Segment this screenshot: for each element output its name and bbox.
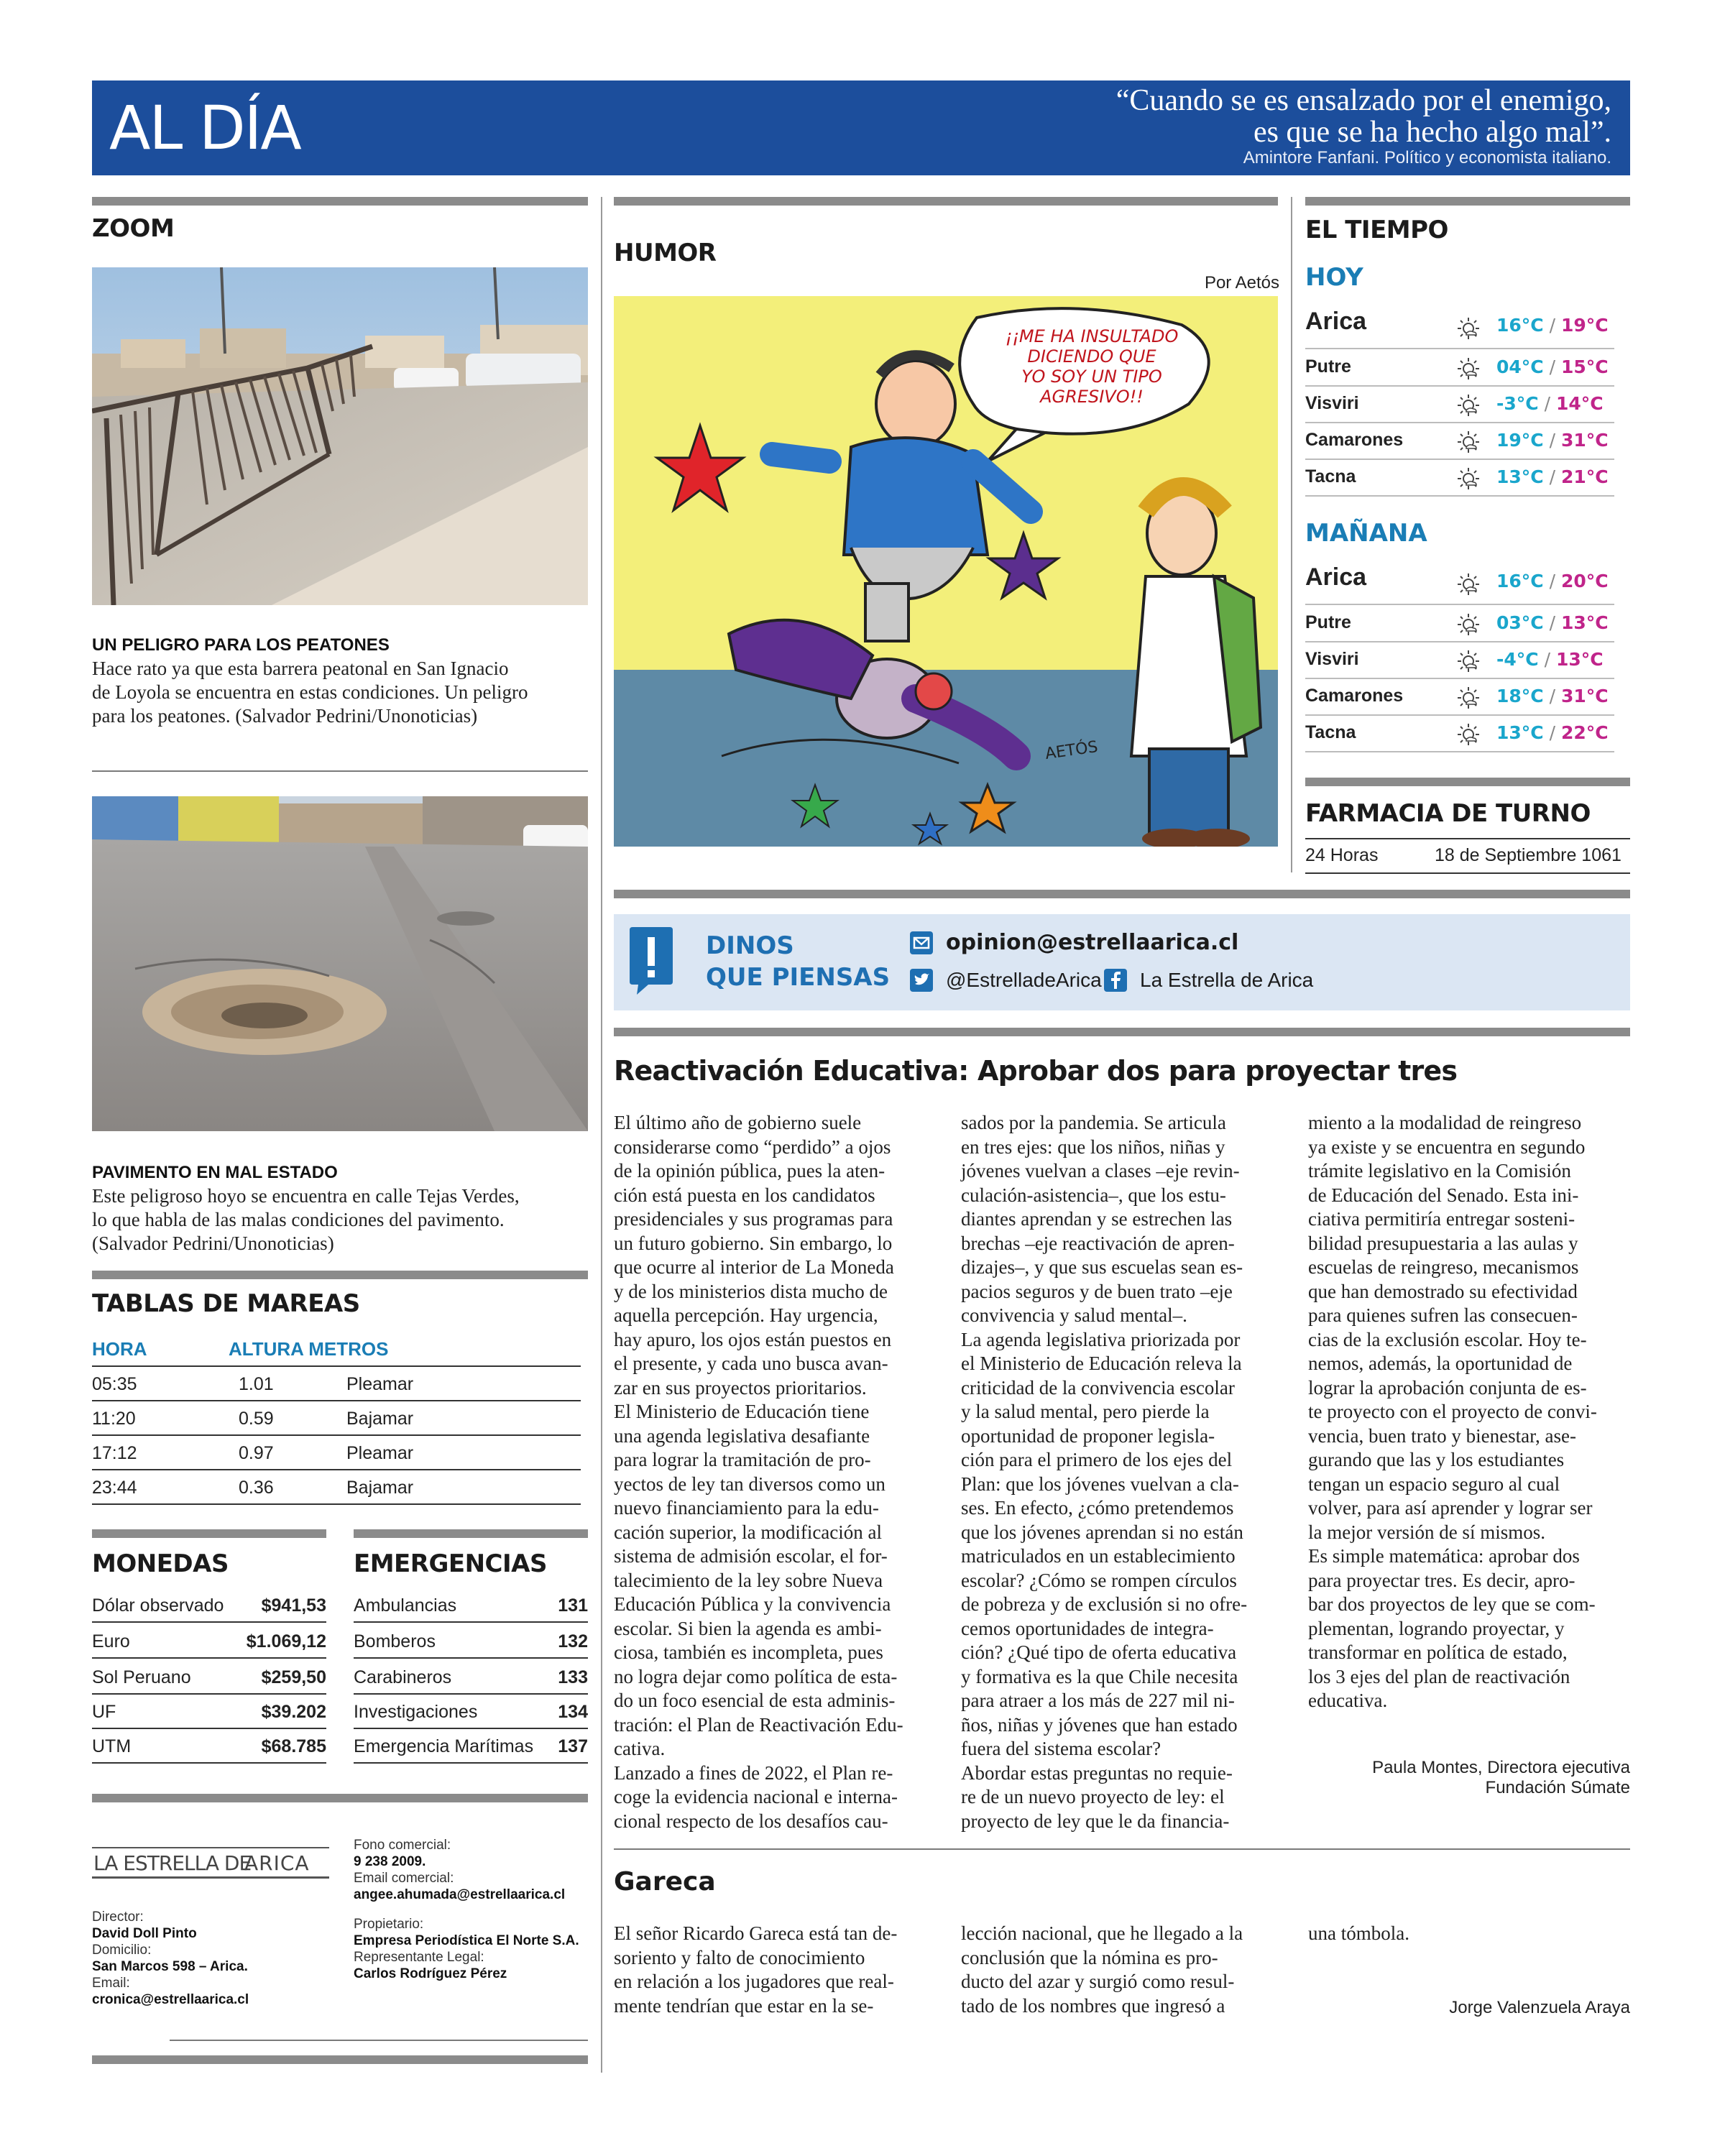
currency-row xyxy=(92,1660,326,1695)
article-line: escolar. Si bien la agenda es ambi- xyxy=(614,1617,882,1639)
currency-name: UTM xyxy=(92,1736,132,1756)
divider xyxy=(614,1028,1630,1036)
weather-city: Putre xyxy=(1305,612,1351,632)
weather-row xyxy=(1305,351,1614,387)
article-line: ses. En efecto, ¿cómo pretendemos xyxy=(961,1497,1234,1519)
article-line: El señor Ricardo Gareca está tan de- xyxy=(614,1922,898,1944)
partly-sunny-icon xyxy=(1456,612,1481,637)
article-line: brechas –eje reactivación de apren- xyxy=(961,1232,1235,1254)
temp-high: 21°C xyxy=(1560,466,1609,487)
bubble-line: DICIENDO QUE xyxy=(1027,346,1156,367)
emergency-number: 133 xyxy=(558,1667,588,1687)
article-line: una agenda legislativa desafiante xyxy=(614,1424,870,1447)
weather-temps: 13°C / 22°C xyxy=(1496,722,1609,743)
temp-high: 22°C xyxy=(1560,722,1609,743)
section-title: AL DÍA xyxy=(109,93,300,163)
temp-low: 13°C xyxy=(1496,466,1544,487)
article-line: ciosa, también es incompleta, pues xyxy=(614,1641,883,1663)
article-line: coge la evidencia nacional e interna- xyxy=(614,1786,898,1807)
signature-line: Paula Montes, Directora ejecutiva xyxy=(1372,1758,1630,1777)
article-line: ños, niñas y jóvenes que han estado xyxy=(961,1713,1238,1736)
article-line: ciativa permitiría entregar sosteni- xyxy=(1308,1208,1576,1230)
bubble-line: AGRESIVO!! xyxy=(1040,387,1144,407)
tide-time: 17:12 xyxy=(92,1443,137,1463)
emergency-row xyxy=(354,1660,588,1695)
photo-caption-title: UN PELIGRO PARA LOS PEATONES xyxy=(92,635,390,655)
caption-line: (Salvador Pedrini/Unonoticias) xyxy=(92,1233,334,1254)
article-line: de pobreza y de exclusión si no ofre- xyxy=(961,1593,1248,1615)
article-line: no logra dejar como política de esta- xyxy=(614,1665,898,1687)
photo-caption xyxy=(92,1184,595,1256)
legal-rep: Carlos Rodríguez Pérez xyxy=(354,1966,507,1981)
tide-height: 1.01 xyxy=(239,1374,274,1394)
pharmacy-hours: 24 Horas xyxy=(1305,845,1379,865)
article-line: tado de los nombres que ingresó a xyxy=(961,1994,1225,2017)
temp-low: -4°C xyxy=(1496,649,1539,670)
article-line: dizajes–, y que sus escuelas sean es- xyxy=(961,1256,1243,1278)
article-line: Abordar estas preguntas no requie- xyxy=(961,1761,1233,1784)
weather-today-label: HOY xyxy=(1305,263,1363,292)
currency-value: $259,50 xyxy=(261,1667,326,1687)
emergency-number: 131 xyxy=(558,1595,588,1616)
article-line: yectos de ley tan diversos como un xyxy=(614,1473,886,1495)
tide-height: 0.59 xyxy=(239,1409,274,1429)
weather-row xyxy=(1305,643,1614,679)
article-line: el presente, y cada uno busca avan- xyxy=(614,1353,888,1374)
temp-high: 14°C xyxy=(1555,393,1604,414)
currency-name: Dólar observado xyxy=(92,1595,224,1616)
article-column xyxy=(1308,1111,1639,1713)
article-line: lograr la aprobación conjunta de es- xyxy=(1308,1376,1587,1399)
divider xyxy=(170,2040,588,2041)
article-line: para lograr la tramitación de pro- xyxy=(614,1449,871,1470)
article-line: que ocurre al interior de La Moneda xyxy=(614,1256,894,1278)
temp-low: 16°C xyxy=(1496,571,1544,591)
currency-title: MONEDAS xyxy=(92,1549,229,1578)
contact-heading xyxy=(706,930,890,993)
emergency-name: Emergencia Marítimas xyxy=(354,1736,534,1756)
tide-type: Pleamar xyxy=(346,1374,414,1394)
contact-heading-line: DINOS xyxy=(706,931,794,960)
article-line: bar dos proyectos de ley que se com- xyxy=(1308,1593,1596,1615)
article-title: Reactivación Educativa: Aprobar dos para proyectar tres xyxy=(614,1055,1458,1087)
article-line: Plan: que los jóvenes vuelvan a cla- xyxy=(961,1473,1239,1495)
weather-temps: 18°C / 31°C xyxy=(1496,686,1609,706)
weather-row xyxy=(1305,424,1614,460)
article-line: oportunidad de proponer legisla- xyxy=(961,1424,1215,1447)
twitter-icon xyxy=(910,969,933,992)
article-column xyxy=(961,1922,1292,2018)
weather-temps: 04°C / 15°C xyxy=(1496,356,1609,377)
article-line: presidenciales y sus programas para xyxy=(614,1208,893,1230)
article-line: el Ministerio de Educación releva la xyxy=(961,1353,1242,1374)
article-line: pacios seguros y de buen trato –eje xyxy=(961,1280,1233,1302)
article-line: nuevo financiamiento para la edu- xyxy=(614,1497,879,1519)
temp-low: 13°C xyxy=(1496,722,1544,743)
quote-line: es que se ha hecho algo mal”. xyxy=(1254,116,1611,149)
emergency-name: Bomberos xyxy=(354,1631,436,1651)
currency-name: Sol Peruano xyxy=(92,1667,191,1687)
zoom-title: ZOOM xyxy=(92,214,175,243)
article-line: re de un nuevo proyecto de ley: el xyxy=(961,1786,1225,1807)
article-line: cias de la exclusión escolar. Hoy te- xyxy=(1308,1328,1587,1350)
tides-col-hour: HORA xyxy=(92,1338,147,1360)
label: Fono comercial: xyxy=(354,1838,451,1853)
caption-line: de Loyola se encuentra en estas condiciones. Un peligro xyxy=(92,681,528,703)
partly-sunny-icon xyxy=(1456,466,1481,491)
emergency-number: 137 xyxy=(558,1736,588,1756)
article-line: lección nacional, que he llegado a la xyxy=(961,1922,1243,1944)
temp-low: 16°C xyxy=(1496,315,1544,336)
article-line: nemos, además, la oportunidad de xyxy=(1308,1353,1573,1374)
article-line: sados por la pandemia. Se articula xyxy=(961,1112,1226,1133)
partly-sunny-icon xyxy=(1456,649,1481,673)
divider xyxy=(1305,778,1630,786)
article-line: jóvenes vuelvan a clases –eje revin- xyxy=(961,1160,1240,1181)
article-line: conclusión que la nómina es pro- xyxy=(961,1946,1218,1968)
emergency-row xyxy=(354,1695,588,1729)
humor-cartoon xyxy=(614,296,1278,847)
article-column xyxy=(1308,1922,1639,1946)
article-line: talecimiento de la ley sobre Nueva xyxy=(614,1569,883,1591)
article-line: y de los ministerios dista mucho de xyxy=(614,1280,888,1302)
column-separator xyxy=(601,197,602,2073)
section-header xyxy=(92,80,1630,175)
email-icon xyxy=(910,931,933,954)
article-line: ción para el primero de los ejes del xyxy=(961,1449,1233,1470)
article-line: fuera del sistema escolar? xyxy=(961,1738,1162,1759)
article-line: Educación Pública y la convivencia xyxy=(614,1593,891,1615)
article-line: de Educación del Senado. Esta ini- xyxy=(1308,1184,1579,1206)
email: cronica@estrellaarica.cl xyxy=(92,1992,249,2007)
bubble-line: YO SOY UN TIPO xyxy=(1021,367,1162,387)
currency-name: UF xyxy=(92,1702,116,1722)
caption-line: lo que habla de las malas condiciones del pavimento. xyxy=(92,1209,505,1230)
bubble-line: ¡¡ME HA INSULTADO xyxy=(1005,326,1179,346)
temp-low: 03°C xyxy=(1496,612,1544,633)
partly-sunny-icon xyxy=(1456,572,1481,596)
contact-facebook[interactable]: La Estrella de Arica xyxy=(1140,969,1314,991)
emergency-row xyxy=(354,1624,588,1659)
article-line: convivencia y salud mental–. xyxy=(961,1304,1187,1326)
tide-type: Bajamar xyxy=(346,1409,414,1429)
humor-title: HUMOR xyxy=(614,239,717,267)
article-line: y formativa es la que Chile necesita xyxy=(961,1665,1238,1687)
phone: 9 238 2009. xyxy=(354,1854,426,1869)
divider xyxy=(1305,838,1630,839)
exclamation-icon xyxy=(628,924,674,996)
article-column xyxy=(614,1922,944,2018)
tide-type: Pleamar xyxy=(346,1443,414,1463)
contact-box xyxy=(614,914,1630,1010)
weather-city: Visviri xyxy=(1305,649,1359,669)
article-line: para atraer a los más de 227 mil ni- xyxy=(961,1690,1235,1711)
divider xyxy=(1305,197,1630,206)
label: Email comercial: xyxy=(354,1871,454,1886)
tide-time: 11:20 xyxy=(92,1409,136,1429)
article-line: matriculados en un establecimiento xyxy=(961,1545,1236,1567)
cartoonist-signature: AETÓS xyxy=(1044,737,1100,764)
article-line: tengan un espacio seguro al cual xyxy=(1308,1473,1560,1495)
article-line: trámite legislativo en la Comisión xyxy=(1308,1160,1571,1181)
tides-title: TABLAS DE MAREAS xyxy=(92,1289,360,1318)
weather-city: Camarones xyxy=(1305,430,1404,450)
pharmacy-address: 18 de Septiembre 1061 xyxy=(1435,845,1622,865)
temp-low: 18°C xyxy=(1496,686,1544,706)
article-line: cación superior, la modificación al xyxy=(614,1521,883,1543)
divider xyxy=(92,770,588,772)
article-line: que los jóvenes aprendan si no están xyxy=(961,1521,1243,1543)
article-line: para proyectar tres. Es decir, apro- xyxy=(1308,1569,1576,1591)
article-line: los 3 ejes del plan de reactivación xyxy=(1308,1665,1570,1687)
quote-author: Amintore Fanfani. Político y economista italiano. xyxy=(1243,148,1611,167)
weather-row xyxy=(1305,680,1614,716)
article-signature xyxy=(1372,1758,1630,1798)
caption-line: Este peligroso hoyo se encuentra en calle Tejas Verdes, xyxy=(92,1185,520,1207)
article-line: aquella percepción. Hay urgencia, xyxy=(614,1304,878,1326)
weather-title: EL TIEMPO xyxy=(1305,216,1448,244)
director-name: David Doll Pinto xyxy=(92,1926,197,1941)
weather-row xyxy=(1305,562,1614,605)
temp-high: 19°C xyxy=(1560,315,1609,336)
weather-temps: 19°C / 31°C xyxy=(1496,430,1609,451)
photo-pothole xyxy=(92,796,588,1131)
article-line: El Ministerio de Educación tiene xyxy=(614,1401,870,1422)
article-line: te proyecto con el proyecto de convi- xyxy=(1308,1401,1597,1422)
article-line: ya existe y se encuentra en segundo xyxy=(1308,1135,1586,1158)
signature-line: Fundación Súmate xyxy=(1485,1778,1630,1797)
article-line: vencia, buen trato y bienestar, ase- xyxy=(1308,1424,1577,1447)
weather-tomorrow-label: MAÑANA xyxy=(1305,519,1427,548)
currency-name: Euro xyxy=(92,1631,130,1651)
divider xyxy=(92,1271,588,1279)
article-line: hay apuro, los ojos están puestos en xyxy=(614,1328,892,1350)
weather-temps: 16°C / 20°C xyxy=(1496,571,1609,591)
weather-row xyxy=(1305,607,1614,642)
newspaper-logo xyxy=(92,1847,329,1879)
currency-value: $1.069,12 xyxy=(246,1631,326,1651)
weather-city: Tacna xyxy=(1305,722,1356,742)
divider xyxy=(92,1529,326,1538)
article-line: tración: el Plan de Reactivación Edu- xyxy=(614,1713,903,1736)
tide-height: 0.97 xyxy=(239,1443,274,1463)
tide-row xyxy=(92,1436,581,1470)
divider xyxy=(1305,872,1630,874)
emergency-row xyxy=(354,1729,588,1764)
partly-sunny-icon xyxy=(1456,722,1481,747)
emergency-name: Carabineros xyxy=(354,1667,452,1687)
masthead-left xyxy=(92,1909,249,2008)
temp-high: 13°C xyxy=(1555,649,1604,670)
label: Representante Legal: xyxy=(354,1950,484,1965)
article-line: en tres ejes: que los niños, niñas y xyxy=(961,1135,1225,1158)
address: San Marcos 598 – Arica. xyxy=(92,1959,248,1974)
article-line: culación-asistencia–, que los estu- xyxy=(961,1184,1226,1206)
emergencies-title: EMERGENCIAS xyxy=(354,1549,547,1578)
article-line: cional respecto de los desafíos cau- xyxy=(614,1810,888,1832)
divider xyxy=(614,1848,1630,1850)
tide-type: Bajamar xyxy=(346,1478,414,1498)
currency-value: $941,53 xyxy=(261,1595,326,1616)
article-line: sistema de admisión escolar, el for- xyxy=(614,1545,888,1567)
label: Propietario: xyxy=(354,1917,424,1932)
weather-city: Arica xyxy=(1305,308,1367,335)
contact-heading-line: QUE PIENSAS xyxy=(706,963,891,992)
article-line: Lanzado a fines de 2022, el Plan re- xyxy=(614,1761,893,1784)
emergency-name: Investigaciones xyxy=(354,1702,478,1722)
weather-city: Camarones xyxy=(1305,686,1404,706)
article-line: volver, para así aprender y lograr ser xyxy=(1308,1497,1593,1519)
article-line: que han demostrado su efectividad xyxy=(1308,1280,1578,1302)
photo-caption xyxy=(92,657,595,728)
emergency-number: 132 xyxy=(558,1631,588,1651)
article-line: proyecto de ley que le da financia- xyxy=(961,1810,1230,1832)
cartoon-credit: Por Aetós xyxy=(1204,273,1279,292)
tide-row xyxy=(92,1367,581,1401)
temp-high: 20°C xyxy=(1560,571,1609,591)
article-line: escuelas de reingreso, mecanismos xyxy=(1308,1256,1579,1278)
tide-height: 0.36 xyxy=(239,1478,274,1498)
currency-value: $68.785 xyxy=(261,1736,326,1756)
tide-row xyxy=(92,1470,581,1505)
article-line: en relación a los jugadores que real- xyxy=(614,1971,894,1992)
article-signature: Jorge Valenzuela Araya xyxy=(1449,1998,1630,2017)
masthead-right xyxy=(354,1837,579,1982)
weather-city: Putre xyxy=(1305,356,1351,377)
emergency-name: Ambulancias xyxy=(354,1595,457,1616)
article-line: cativa. xyxy=(614,1738,666,1759)
quote-line: “Cuando se es ensalzado por el enemigo, xyxy=(1116,84,1611,117)
speech-bubble xyxy=(995,326,1189,407)
currency-row xyxy=(92,1695,326,1729)
article-line: Es simple matemática: aprobar dos xyxy=(1308,1545,1580,1567)
photo-broken-barrier xyxy=(92,267,588,605)
article-line: un futuro gobierno. Sin embargo, lo xyxy=(614,1232,893,1254)
weather-row xyxy=(1305,461,1614,497)
partly-sunny-icon xyxy=(1456,430,1481,454)
divider xyxy=(92,197,588,206)
contact-twitter[interactable]: @EstrelladeArica xyxy=(946,969,1102,991)
label: Email: xyxy=(92,1976,130,1991)
article-line: ción? ¿Qué tipo de oferta educativa xyxy=(961,1641,1237,1663)
weather-city: Tacna xyxy=(1305,466,1356,487)
temp-high: 13°C xyxy=(1560,612,1609,633)
article-line: y la salud mental, pero pierde la xyxy=(961,1401,1210,1422)
article-title: Gareca xyxy=(614,1867,716,1897)
emergency-row xyxy=(354,1588,588,1623)
logo-text: ARICA xyxy=(244,1851,310,1875)
article-line: soriento y falto de conocimiento xyxy=(614,1946,865,1968)
emergency-number: 134 xyxy=(558,1702,588,1722)
pharmacy-title: FARMACIA DE TURNO xyxy=(1305,799,1591,828)
weather-row xyxy=(1305,306,1614,349)
divider xyxy=(614,197,1278,206)
weather-row xyxy=(1305,387,1614,423)
article-line: zar en sus proyectos prioritarios. xyxy=(614,1376,867,1399)
article-line: mente tendrían que estar en la se- xyxy=(614,1994,874,2017)
caption-line: Hace rato ya que esta barrera peatonal en San Ignacio xyxy=(92,658,509,679)
weather-temps: 16°C / 19°C xyxy=(1496,315,1609,336)
facebook-icon xyxy=(1104,969,1127,992)
temp-high: 31°C xyxy=(1560,686,1609,706)
caption-line: para los peatones. (Salvador Pedrini/Unonoticias) xyxy=(92,705,478,727)
weather-temps: -4°C / 13°C xyxy=(1496,649,1604,670)
weather-city: Visviri xyxy=(1305,393,1359,413)
temp-high: 31°C xyxy=(1560,430,1609,451)
photo-caption-title: PAVIMENTO EN MAL ESTADO xyxy=(92,1163,338,1182)
currency-value: $39.202 xyxy=(261,1702,326,1722)
article-line: de la opinión pública, pues la aten- xyxy=(614,1160,886,1181)
article-line: bilidad presupuestaria a las aulas y xyxy=(1308,1232,1578,1254)
weather-row xyxy=(1305,717,1614,752)
column-separator xyxy=(1291,197,1292,872)
article-line: El último año de gobierno suele xyxy=(614,1112,862,1133)
article-column xyxy=(961,1111,1292,1833)
article-line: ción está puesta en los candidatos xyxy=(614,1184,875,1206)
article-line: escolar? ¿Cómo se rompen círculos xyxy=(961,1569,1237,1591)
tide-time: 05:35 xyxy=(92,1374,137,1394)
commercial-email: angee.ahumada@estrellaarica.cl xyxy=(354,1887,566,1902)
currency-row xyxy=(92,1729,326,1764)
currency-row xyxy=(92,1588,326,1623)
article-line: plementan, logrando proyectar, y xyxy=(1308,1617,1565,1639)
partly-sunny-icon xyxy=(1456,393,1481,418)
article-line: miento a la modalidad de reingreso xyxy=(1308,1112,1582,1133)
article-line: cemos oportunidades de integra- xyxy=(961,1617,1214,1639)
label: Domicilio: xyxy=(92,1943,152,1958)
article-line: una tómbola. xyxy=(1308,1922,1409,1944)
logo-text: LA ESTRELLA DE xyxy=(93,1851,252,1875)
label: Director: xyxy=(92,1909,144,1925)
tides-col-height: ALTURA METROS xyxy=(229,1338,389,1360)
article-line: La agenda legislativa priorizada por xyxy=(961,1328,1241,1350)
partly-sunny-icon xyxy=(1456,316,1481,341)
divider xyxy=(92,2055,588,2064)
header-quote xyxy=(893,85,1611,148)
article-line: ducto del azar y surgió como resul- xyxy=(961,1971,1235,1992)
weather-city: Arica xyxy=(1305,563,1367,591)
article-line: transformar en política de estado, xyxy=(1308,1641,1568,1663)
article-line: considerarse como “perdido” a ojos xyxy=(614,1135,891,1158)
temp-high: 15°C xyxy=(1560,356,1609,377)
currency-row xyxy=(92,1624,326,1659)
article-line: diantes aprendan y se estrechen las xyxy=(961,1208,1233,1230)
tide-row xyxy=(92,1401,581,1436)
weather-temps: 03°C / 13°C xyxy=(1496,612,1609,633)
article-line: para quienes sufren las consecuen- xyxy=(1308,1304,1578,1326)
tide-time: 23:44 xyxy=(92,1478,137,1498)
article-line: la mejor versión de sí mismos. xyxy=(1308,1521,1545,1543)
article-column xyxy=(614,1111,944,1833)
divider xyxy=(614,890,1630,898)
article-line: criticidad de la convivencia escolar xyxy=(961,1376,1235,1399)
temp-low: 04°C xyxy=(1496,356,1544,377)
divider xyxy=(354,1529,588,1538)
article-line: gurando que las y los estudiantes xyxy=(1308,1449,1565,1470)
partly-sunny-icon xyxy=(1456,356,1481,381)
contact-email[interactable]: opinion@estrellaarica.cl xyxy=(946,930,1239,955)
temp-low: 19°C xyxy=(1496,430,1544,451)
weather-temps: 13°C / 21°C xyxy=(1496,466,1609,487)
partly-sunny-icon xyxy=(1456,686,1481,710)
divider xyxy=(92,1794,588,1802)
owner: Empresa Periodística El Norte S.A. xyxy=(354,1933,579,1948)
weather-temps: -3°C / 14°C xyxy=(1496,393,1604,414)
article-line: educativa. xyxy=(1308,1690,1388,1711)
article-line: do un foco esencial de esta adminis- xyxy=(614,1690,896,1711)
temp-low: -3°C xyxy=(1496,393,1539,414)
